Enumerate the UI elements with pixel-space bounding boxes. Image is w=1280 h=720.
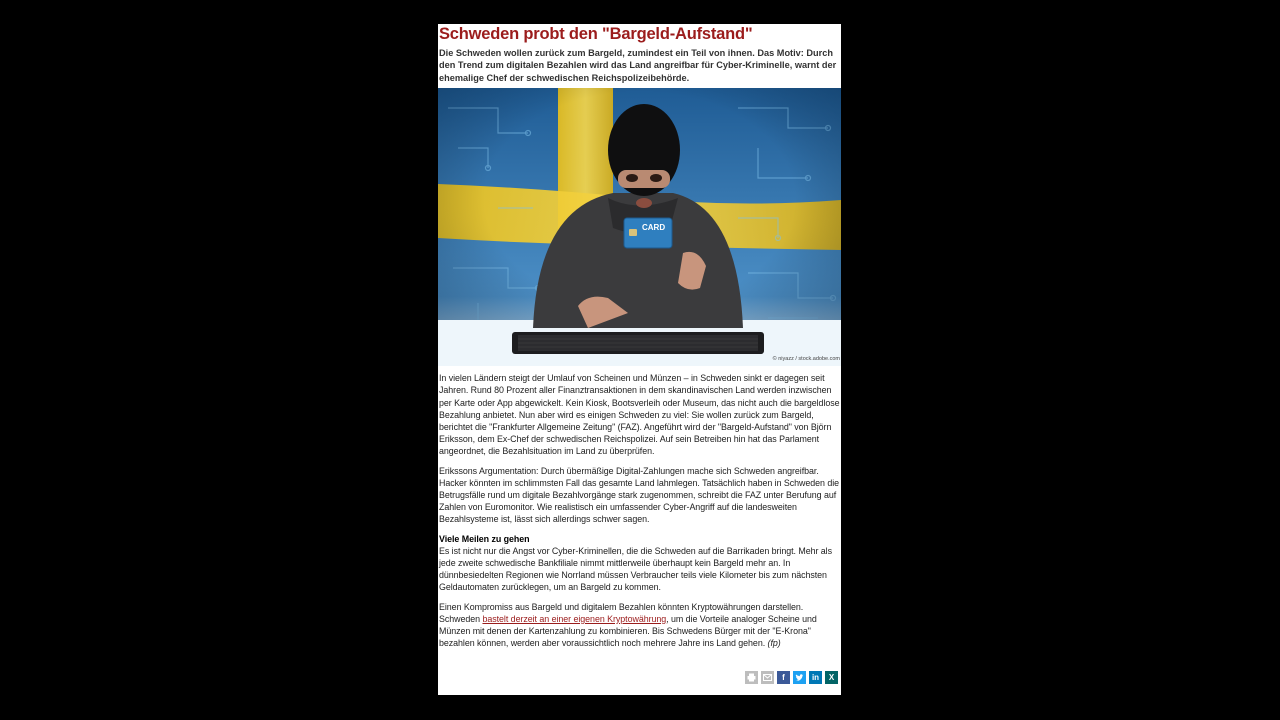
twitter-icon[interactable]: [793, 671, 806, 684]
image-credit: © niyazz / stock.adobe.com: [772, 356, 840, 363]
paragraph-3: Es ist nicht nur die Angst vor Cyber-Kriminellen, die die Schweden auf die Barrikaden bringt. Mehr als jede zweite schwedische Bankfiliale nimmt mittlerweile überhaupt kein Bargeld mehr an. In dünnbesiedelten Regionen wie Norrland müssen Verbraucher teils viele Kilometer bis zum nächsten Geldautomaten zurücklegen, um an Bargeld zu kommen.: [439, 545, 832, 593]
author-signature: (fp): [767, 638, 781, 649]
article-title: Schweden probt den "Bargeld-Aufstand": [439, 25, 753, 43]
paragraph-4: [439, 601, 840, 650]
article-card: [438, 24, 841, 695]
paragraph-4-text-end: , um die Vorteile analoger Scheine und Münzen mit denen der Kartenzahlung zu kombinieren. Bis Schwedens Bürger mit der "E-Krona" bezahlen können, werden aber voraussichtlich noch mehrere Jahre ins Land gehen.: [439, 613, 817, 649]
keyboard: [512, 332, 764, 354]
article-body: [438, 372, 841, 649]
print-icon[interactable]: [745, 671, 758, 684]
hacker-illustration: [438, 88, 841, 366]
crypto-article-link[interactable]: bastelt derzeit an einer eigenen Kryptowährung: [482, 613, 667, 624]
linkedin-icon[interactable]: in: [809, 671, 822, 684]
facebook-icon[interactable]: f: [777, 671, 790, 684]
xing-icon[interactable]: X: [825, 671, 838, 684]
paragraph-4-text-start: Einen Kompromiss aus Bargeld und digitalem Bezahlen könnten Kryptowährungen darstellen. Schweden: [439, 601, 804, 624]
paragraph-2: Erikssons Argumentation: Durch übermäßige Digital-Zahlungen mache sich Schweden angreifbar. Hacker könnten im schlimmsten Fall das gesamte Land lahmlegen. Tatsächlich haben in Schweden die Betrugsfälle rund um digitale Bezahlvorgänge stark zugenommen, schreibt die FAZ unter Berufung auf Zahlen von Euromonitor. Wie realistisch ein umfassender Cyber-Angriff auf die landesweiten Bezahlsysteme ist, lässt sich allerdings schwer sagen.: [439, 465, 840, 525]
subheading: Viele Meilen zu gehen: [439, 533, 530, 544]
email-icon[interactable]: [761, 671, 774, 684]
article-image: [438, 88, 841, 366]
share-bar: [745, 671, 838, 684]
article-lead: Die Schweden wollen zurück zum Bargeld, zumindest ein Teil von ihnen. Das Motiv: Durch den Trend zum digitalen Bezahlen wird das Land angreifbar für Cyber-Kriminelle, warnt der ehemalige Chef der schwedischen Reichspolizeibehörde.: [439, 48, 837, 83]
card-label: CARD: [642, 223, 666, 233]
paragraph-1: In vielen Ländern steigt der Umlauf von Scheinen und Münzen – in Schweden sinkt er dagegen seit Jahren. Rund 80 Prozent aller Finanztransaktionen in dem skandinavischen Land werden inzwischen per Karte oder App abgewickelt. Kein Kiosk, Bootsverleih oder Museum, das nicht auch die bargeldlose Bezahlung anbietet. Nun aber wird es einigen Schweden zu viel: Sie wollen zurück zum Bargeld, berichtet die "Frankfurter Allgemeine Zeitung" (FAZ). Angeführt wird der "Bargeld-Aufstand" von Björn Eriksson, dem Ex-Chef der schwedischen Reichspolizei. Auf sein Betreiben hin hat das Parlament angeordnet, die Bezahlsituation im Land zu überprüfen.: [439, 373, 840, 457]
